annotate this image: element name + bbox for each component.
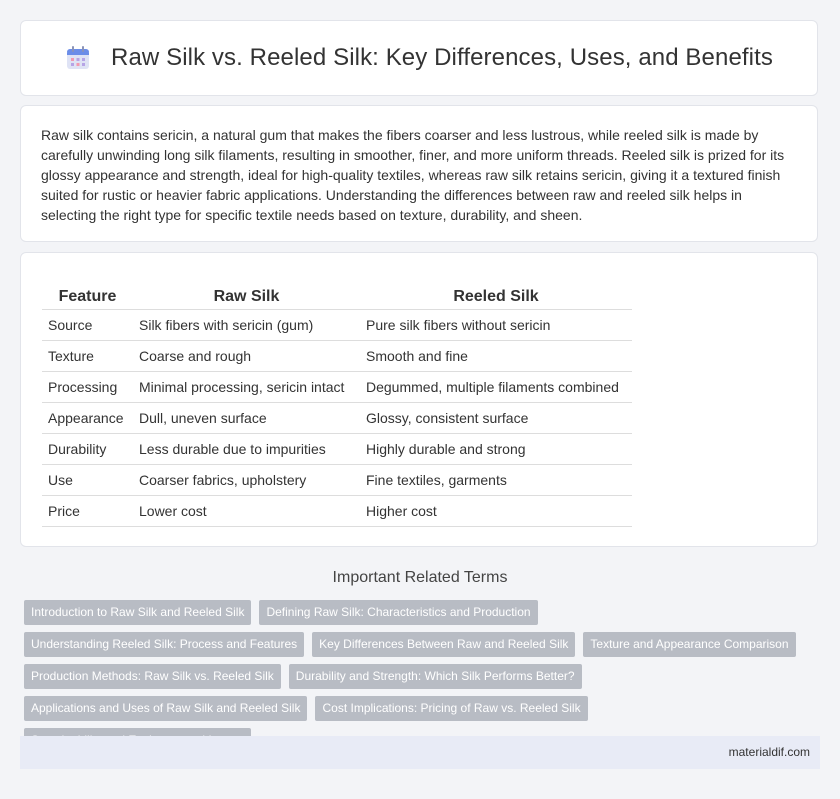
table-row xyxy=(42,341,632,372)
reeled-silk-cell: Higher cost xyxy=(360,496,632,527)
table-row xyxy=(42,372,632,403)
table-row xyxy=(42,496,632,527)
related-terms-title: Important Related Terms xyxy=(332,569,508,586)
feature-cell: Processing xyxy=(42,372,133,403)
feature-cell: Texture xyxy=(42,341,133,372)
comparison-table xyxy=(42,279,632,527)
comparison-card xyxy=(20,252,818,547)
feature-cell: Use xyxy=(42,465,133,496)
related-term-tag[interactable]: Key Differences Between Raw and Reeled Silk xyxy=(312,632,575,657)
related-term-tag[interactable]: Cost Implications: Pricing of Raw vs. Reeled Silk xyxy=(315,696,587,721)
feature-cell: Price xyxy=(42,496,133,527)
raw-silk-cell: Minimal processing, sericin intact xyxy=(133,372,360,403)
page-title: Raw Silk vs. Reeled Silk: Key Differences, Uses, and Benefits xyxy=(111,44,773,71)
intro-paragraph: Raw silk contains sericin, a natural gum that makes the fibers coarser and less lustrous, while reeled silk is made by carefully unwinding long silk filaments, resulting in smoother, finer, and more uniform threads. Reeled silk is prized for its glossy appearance and strength, ideal for high-quality textiles, whereas raw silk retains sericin, giving it a textured finish suited for rustic or heavier fabric applications. Understanding the differences between raw and reeled silk helps in selecting the right type for specific textile needs based on texture, durability, and sheen. xyxy=(41,127,785,223)
raw-silk-cell: Silk fibers with sericin (gum) xyxy=(133,310,360,341)
table-row xyxy=(42,403,632,434)
reeled-silk-cell: Highly durable and strong xyxy=(360,434,632,465)
header-raw-silk: Raw Silk xyxy=(133,279,360,310)
feature-cell: Source xyxy=(42,310,133,341)
related-term-tag[interactable]: Applications and Uses of Raw Silk and Reeled Silk xyxy=(24,696,307,721)
reeled-silk-cell: Glossy, consistent surface xyxy=(360,403,632,434)
raw-silk-cell: Less durable due to impurities xyxy=(133,434,360,465)
reeled-silk-cell: Smooth and fine xyxy=(360,341,632,372)
feature-cell: Durability xyxy=(42,434,133,465)
related-term-tag[interactable]: Understanding Reeled Silk: Process and Features xyxy=(24,632,304,657)
raw-silk-cell: Coarse and rough xyxy=(133,341,360,372)
reeled-silk-cell: Pure silk fibers without sericin xyxy=(360,310,632,341)
header-feature: Feature xyxy=(42,279,133,310)
reeled-silk-cell: Fine textiles, garments xyxy=(360,465,632,496)
related-term-tag[interactable]: Durability and Strength: Which Silk Performs Better? xyxy=(289,664,582,689)
header-reeled-silk: Reeled Silk xyxy=(360,279,632,310)
intro-card xyxy=(20,105,818,242)
footer xyxy=(20,736,820,769)
related-term-tag[interactable]: Texture and Appearance Comparison xyxy=(583,632,795,657)
reeled-silk-cell: Degummed, multiple filaments combined xyxy=(360,372,632,403)
raw-silk-cell: Dull, uneven surface xyxy=(133,403,360,434)
table-row xyxy=(42,465,632,496)
related-term-tag[interactable]: Defining Raw Silk: Characteristics and Production xyxy=(259,600,537,625)
related-term-tag[interactable]: Introduction to Raw Silk and Reeled Silk xyxy=(24,600,251,625)
feature-cell: Appearance xyxy=(42,403,133,434)
footer-site-link[interactable]: materialdif.com xyxy=(728,745,810,759)
raw-silk-cell: Lower cost xyxy=(133,496,360,527)
related-term-tag[interactable]: Production Methods: Raw Silk vs. Reeled Silk xyxy=(24,664,281,689)
calendar-icon xyxy=(65,45,91,71)
table-row xyxy=(42,310,632,341)
title-card xyxy=(20,20,818,96)
table-header-row xyxy=(42,279,632,310)
table-row xyxy=(42,434,632,465)
raw-silk-cell: Coarser fabrics, upholstery xyxy=(133,465,360,496)
